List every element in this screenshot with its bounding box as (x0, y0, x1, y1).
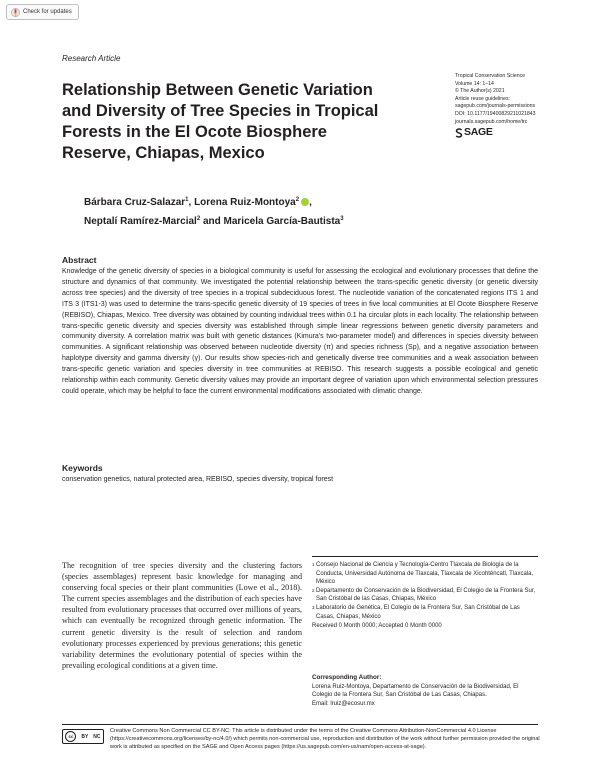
affiliation-text: Departamento de Conservación de la Biodiversidad, El Colegio de la Frontera Sur, San Cristóbal de las Casas, Chiapas, México (316, 587, 536, 603)
affiliation-marker: 3 (340, 216, 344, 222)
doi-link[interactable]: DOI: 10.1177/19400829211021843 (455, 110, 536, 117)
affiliation-number: 2 (312, 587, 315, 593)
affiliation-item (312, 604, 538, 621)
footnote-divider (312, 556, 538, 557)
affiliation-item (312, 587, 538, 604)
corresponding-author (312, 674, 538, 708)
sage-wordmark: SAGE (464, 126, 493, 139)
affiliation-text: Consejo Nacional de Ciencia y Tecnología-Centro Tlaxcala de Biología de la Conducta, Universidad Autónoma de Tlaxcala, Tlaxcala de Xicohténcatl, Tlaxcala, México (316, 562, 534, 586)
corresponding-email[interactable]: Email: lruiz@ecosur.mx (312, 700, 375, 707)
affiliation-marker: 2 (196, 216, 201, 222)
affiliations (312, 561, 538, 631)
title-line: Relationship Between Genetic Variation (62, 81, 373, 99)
abstract-section (62, 254, 538, 398)
permissions-link[interactable]: sagepub.com/journals-permissions (455, 103, 536, 110)
journal-info (455, 73, 595, 138)
paper-title (62, 80, 437, 164)
keywords-heading: Keywords (62, 463, 103, 473)
by-icon: BY (81, 733, 89, 740)
author-name[interactable]: Maricela García-Bautista (223, 216, 341, 227)
nc-icon: NC (93, 733, 101, 740)
affiliation-item (312, 561, 538, 587)
article-type: Research Article (62, 54, 121, 63)
check-for-updates-badge[interactable] (6, 4, 79, 20)
affiliation-text: Laboratorio de Genética, El Colegio de la Frontera Sur, San Cristóbal de Las Casas, Chiapas, México (316, 604, 520, 620)
abstract-text: Knowledge of the genetic diversity of species in a biological community is useful for assessing the ecological and evolutionary processes that define the structure and dynamics of that community. We investigated the potential relationship between the trans-specific genetic diversity (or genetic diversity across tree species) and the diversity of tree species in a tropical subdeciduous forest. The nucleotide variation of the concatenated regions ITS 1 and ITS 3 (ITS1-3) was used to determine the trans-specific genetic diversity of 19 species of trees in five local communities at El Ocote Biosphere Reserve (REBISO), Chiapas, Mexico. Tree diversity was obtained by counting individual trees within 0.1 ha circular plots in each locality. The relationship between trans-specific genetic diversity and species diversity was established through simple linear regressions between genetic diversity parameters and community diversity. A correlation matrix was built with genetic distances (Kimura's two-parameter model) and differences in species diversity between communities. A significant relationship was observed between nucleotide diversity (π) and species richness (Sp), and a negative association between haplotype diversity and gamma diversity (γ). Our results show species-rich and genetically diverse tree communities and a weak association between trans-specific genetic variation and species diversity in tree communities at REBISO. This research suggests a possible ecological and genetic relationship within each community. Genetic diversity values may provide an important degree of variation upon which environmental selection pressures could operate, which may be helpful to face the current environmental modifications associated with climatic change. (62, 268, 538, 395)
journal-name: Tropical Conservation Science (455, 73, 526, 79)
reuse-guidelines: Article reuse guidelines: (455, 95, 511, 102)
check-for-updates-label: Check for updates (23, 9, 72, 15)
license-divider (62, 724, 538, 725)
cc-by-nc-badge[interactable] (62, 729, 104, 744)
author-separator: , (188, 197, 192, 208)
abstract-heading: Abstract (62, 255, 97, 265)
cc-icon: cc (65, 731, 76, 742)
author-name[interactable]: Neptalí Ramírez-Marcial (84, 216, 197, 227)
author-name[interactable]: Bárbara Cruz-Salazar (84, 197, 186, 208)
affiliation-number: 3 (312, 604, 315, 610)
orcid-icon[interactable] (301, 198, 309, 206)
body-paragraph: The recognition of tree species diversity and the clustering factors (species assemblages) represent basic knowledge for managing and conserving focal species or their plant communities (Lowe et al., 2018). The current species assemblages and the distribution of each species have resulted from evolutionary processes that occurred over millions of years, which can eventually be recognized through genetic information. The current genetic diversity is the result of selection and random evolutionary processes experienced by previous generations; this genetic variability determines the evolutionary potential of species within the prevailing ecological conditions at a given time. (62, 561, 302, 670)
sage-mark-icon (455, 128, 463, 138)
corresponding-text: Lorena Ruiz-Montoya, Departamento de Conservación de la Biodiversidad, El Colegio de la Frontera Sur, San Cristóbal de Las Casas, Chiapas. (312, 683, 519, 699)
corresponding-heading: Corresponding Author: (312, 674, 382, 681)
author-name[interactable]: Lorena Ruiz-Montoya (194, 197, 296, 208)
license-block (62, 728, 540, 752)
keywords-section (62, 462, 538, 485)
journal-volume: Volume 14: 1–14 (455, 80, 494, 87)
received-accepted-dates: Received 0 Month 0000; Accepted 0 Month 0000 (312, 623, 442, 630)
title-line: Reserve, Chiapas, Mexico (62, 144, 265, 162)
affiliation-number: 1 (312, 562, 315, 567)
author-conjunction: and (202, 216, 221, 227)
affiliation-marker: 2 (295, 197, 300, 203)
crossmark-icon (11, 8, 20, 17)
author-separator: , (309, 197, 312, 208)
journal-copyright: © The Author(s) 2021 (455, 88, 505, 95)
keywords-text: conservation genetics, natural protected area, REBISO, species diversity, tropical forest (62, 476, 334, 483)
title-line: and Diversity of Tree Species in Tropical (62, 102, 379, 120)
journal-home-link[interactable]: journals.sagepub.com/home/trc (455, 118, 528, 125)
sage-logo (455, 127, 595, 138)
author-list (84, 192, 344, 230)
license-text: Creative Commons Non Commercial CC BY-NC: This article is distributed under the terms of the Creative Commons Attribution-NonCommercial 4.0 License (https://creativecommons.org/licenses/by-nc/4.0/) which permits non-commercial use, reproduction and distribution of the work without further permission provided the original work is attributed as specified on the SAGE and Open Access pages (https://us.sagepub.com/en-us/nam/open-access-at-sage). (110, 728, 540, 750)
title-line: Forests in the El Ocote Biosphere (62, 123, 327, 141)
affiliation-marker: 1 (185, 197, 189, 203)
